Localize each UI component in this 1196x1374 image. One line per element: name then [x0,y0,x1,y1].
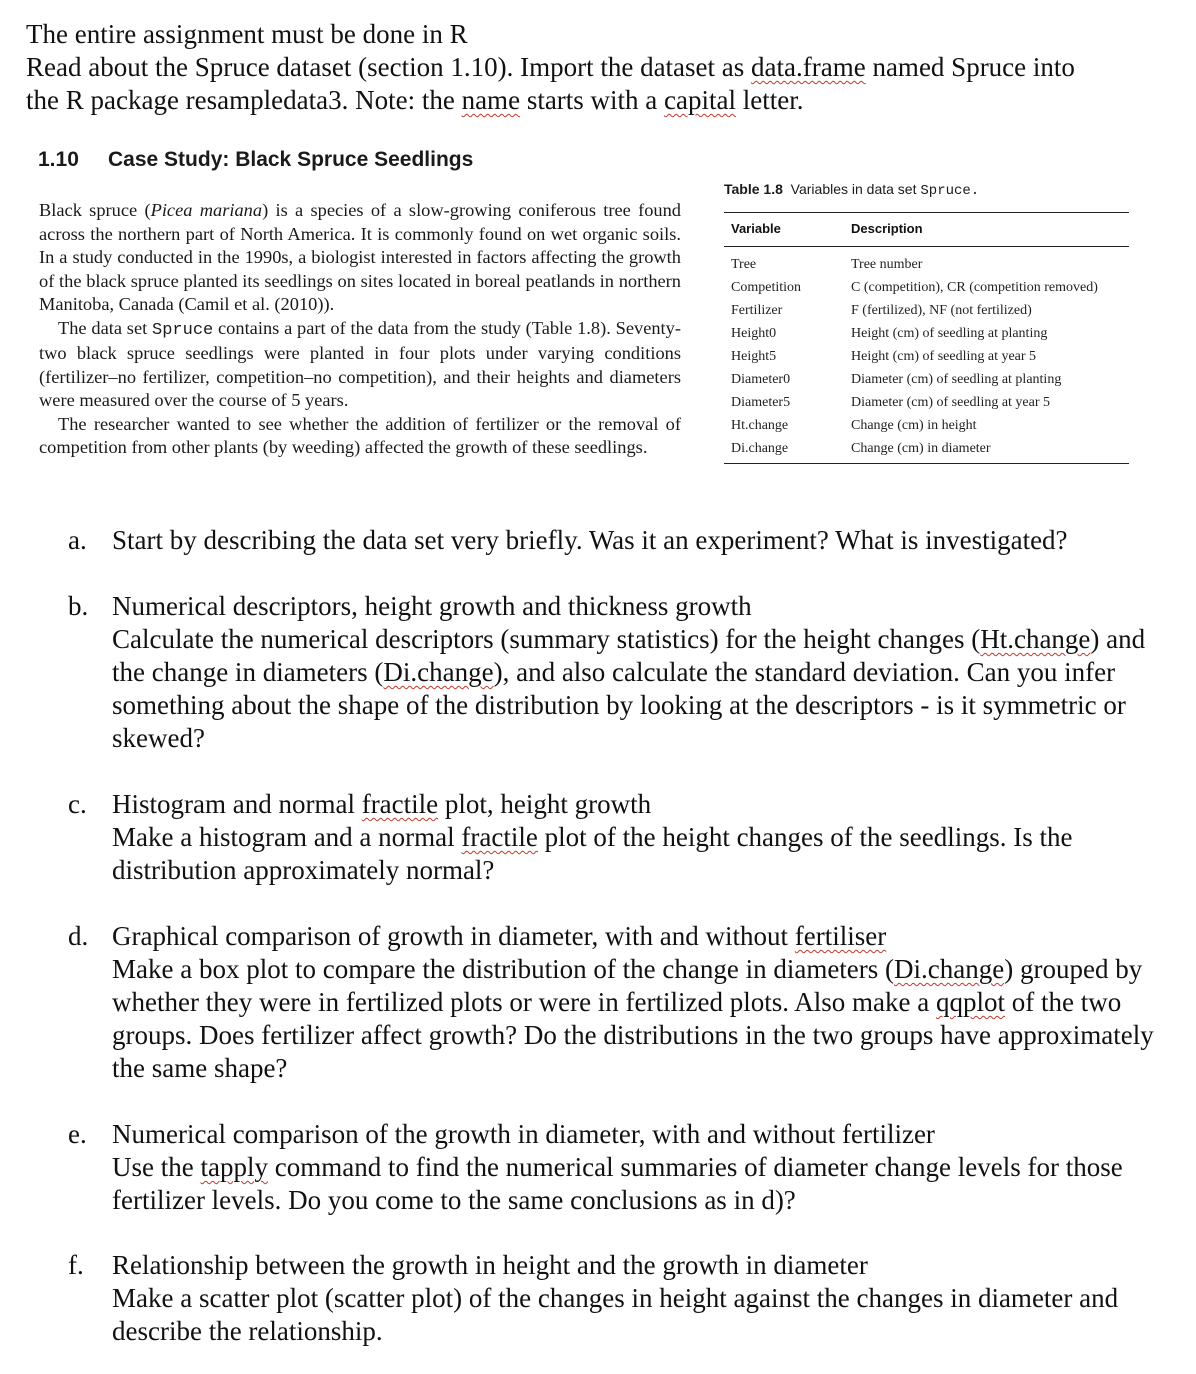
case-study-body [39,199,681,460]
case-paragraph-1 [39,199,681,317]
table-row [724,392,1129,415]
text-run: Graphical comparison of growth in diameter, with and without [112,921,795,951]
text-run: Use the [112,1152,201,1182]
case-paragraph-2 [39,317,681,413]
section-title: Case Study: Black Spruce Seedlings [108,148,474,171]
table-row [724,415,1129,438]
caption-text: Variables in data set [790,181,921,197]
spellcheck-word: Di.change [383,657,494,687]
table-row [724,247,1129,278]
spellcheck-word: Di.change [894,954,1005,984]
variable-cell: Di.change [724,438,844,464]
table-label: Table 1.8 [724,181,783,197]
text-run: Histogram and normal [112,789,362,819]
variable-cell: Diameter5 [731,395,791,410]
text-run: ), and also calculate the standard deviation. Can you infer something about the shape of the distribution by looking at the descriptors - is it symmetric or skewed? [112,657,1126,753]
case-study-heading [38,148,473,172]
text-run: Make a histogram and a normal [112,822,462,852]
description-cell: Change (cm) in height [851,418,977,433]
table-row [724,369,1129,392]
description-cell: F (fertilized), NF (not fertilized) [851,303,1032,318]
dataset-code: Spruce [152,320,214,340]
intro-text: starts with a [520,85,665,115]
caption-code: Spruce. [920,183,980,199]
variable-cell: Competition [731,280,801,295]
spellcheck-word: qqplot [935,987,1005,1017]
question-c [68,788,1178,887]
text-run: Calculate the numerical descriptors (summary statistics) for the height changes ( [112,624,981,654]
spellcheck-word: capital [664,85,737,115]
intro-line-2 [26,51,1176,84]
question-title: Numerical descriptors, height growth and thickness growth [112,591,752,621]
question-body [112,821,1178,887]
table-row [724,300,1129,323]
description-cell: Change (cm) in diameter [844,438,1129,464]
description-cell: Height (cm) of seedling at year 5 [851,349,1037,364]
question-content [112,1249,1178,1348]
question-letter: c. [68,789,87,819]
table-row [724,323,1129,346]
question-title [112,788,1178,821]
question-letter: b. [68,591,89,621]
text-run: Make a box plot to compare the distribution of the change in diameters ( [112,954,895,984]
description-cell: Height (cm) of seedling at planting [851,326,1048,341]
variable-cell: Ht.change [731,418,789,433]
variable-cell: Height0 [731,326,777,341]
case-paragraph-3: The researcher wanted to see whether the addition of fertilizer or the removal of competition from other plants (by weeding) affected the growth of these seedlings. [39,413,681,457]
section-number: 1.10 [38,148,79,171]
question-letter: f. [68,1250,84,1280]
question-body: Start by describing the data set very briefly. Was it an experiment? What is investigated? [112,525,1068,555]
intro-line-3 [26,84,1176,117]
header-description: Description [844,213,1129,247]
variable-cell: Height5 [731,349,777,364]
text-run: plot of the height changes of the seedlings. Is the distribution approximately normal? [112,822,1073,885]
text-run: ) is a species of a slow-growing coniferous tree found across the northern part of North America. It is commonly found on wet organic soils. In a study conducted in the 1990s, a biologist interested in factors affecting the growth of the black spruce planted its seedlings on sites located in boreal peatlands in northern Manitoba, Canada (Camil et al. (2010)). [39,200,682,314]
table-row [724,346,1129,369]
text-run: contains a part of the data from the study (Table 1.8). Seventy-two black spruce seedlings were planted in four plots under varying conditions (fertilizer–no fertilizer, competition–no competition), and their heights and diameters were measured over the course of 5 years. [39,317,681,410]
variable-cell: Diameter0 [731,372,791,387]
question-content [112,1118,1178,1217]
question-b [68,590,1178,755]
header-variable: Variable [724,213,844,247]
question-body [112,1151,1178,1217]
table-header-row [724,213,1129,247]
question-title [112,920,1178,953]
description-cell: C (competition), CR (competition removed) [851,280,1098,295]
table-row [724,438,1129,464]
spellcheck-word: fractile [361,789,439,819]
description-cell: Diameter (cm) of seedling at year 5 [851,395,1051,410]
spellcheck-word: name [461,85,521,115]
intro-line-1: The entire assignment must be done in R [26,19,468,49]
table-caption [724,181,979,199]
description-cell: Tree number [851,257,923,272]
question-f [68,1249,1178,1348]
intro-text: letter. [736,85,804,115]
question-e [68,1118,1178,1217]
intro-text: Read about the Spruce dataset (section 1.10). Import the dataset as [26,52,752,82]
spellcheck-word: data.frame [751,52,866,82]
question-d [68,920,1178,1085]
variable-cell: Tree [731,257,757,272]
assignment-intro [26,18,1176,117]
table-row [724,277,1129,300]
spellcheck-word: fractile [461,822,538,852]
question-letter: a. [68,525,87,555]
text-run: command to find the numerical summaries of diameter change levels for those fertilizer levels. Do you come to the same conclusions as in d)? [112,1152,1123,1215]
question-title: Numerical comparison of the growth in diameter, with and without fertilizer [112,1119,935,1149]
spellcheck-word: fertiliser [794,921,887,951]
text-run: Black spruce ( [39,200,151,220]
intro-text: the R package resampledata3. Note: the [26,85,462,115]
text-run: of the two groups. Does fertilizer affect growth? Do the distributions in the two groups have approximately the same shape? [112,987,1154,1083]
species-name: Picea mariana [150,200,263,220]
intro-text: named Spruce into [865,52,1075,82]
question-body [112,623,1178,755]
spellcheck-word: tapply [200,1152,268,1182]
question-content [112,590,1178,755]
question-title: Relationship between the growth in height and the growth in diameter [112,1250,868,1280]
text-run: ) grouped by whether they were in fertilized plots or were in fertilized plots. Also make a [112,954,1143,1017]
spellcheck-word: Ht.change [980,624,1091,654]
text-run: ) and the change in diameters ( [112,624,1146,687]
text-run: The data set [58,317,153,338]
question-a [68,524,1178,557]
text-run: plot, height growth [438,789,652,819]
variable-cell: Fertilizer [731,303,783,318]
question-letter: e. [68,1119,87,1149]
question-body [112,953,1178,1085]
variables-table [724,212,1129,464]
question-body: Make a scatter plot (scatter plot) of the changes in height against the changes in diameter and describe the relationship. [112,1283,1119,1346]
question-content [112,788,1178,887]
description-cell: Diameter (cm) of seedling at planting [851,372,1062,387]
question-content [112,920,1178,1085]
question-letter: d. [68,921,89,951]
question-content [112,524,1178,557]
